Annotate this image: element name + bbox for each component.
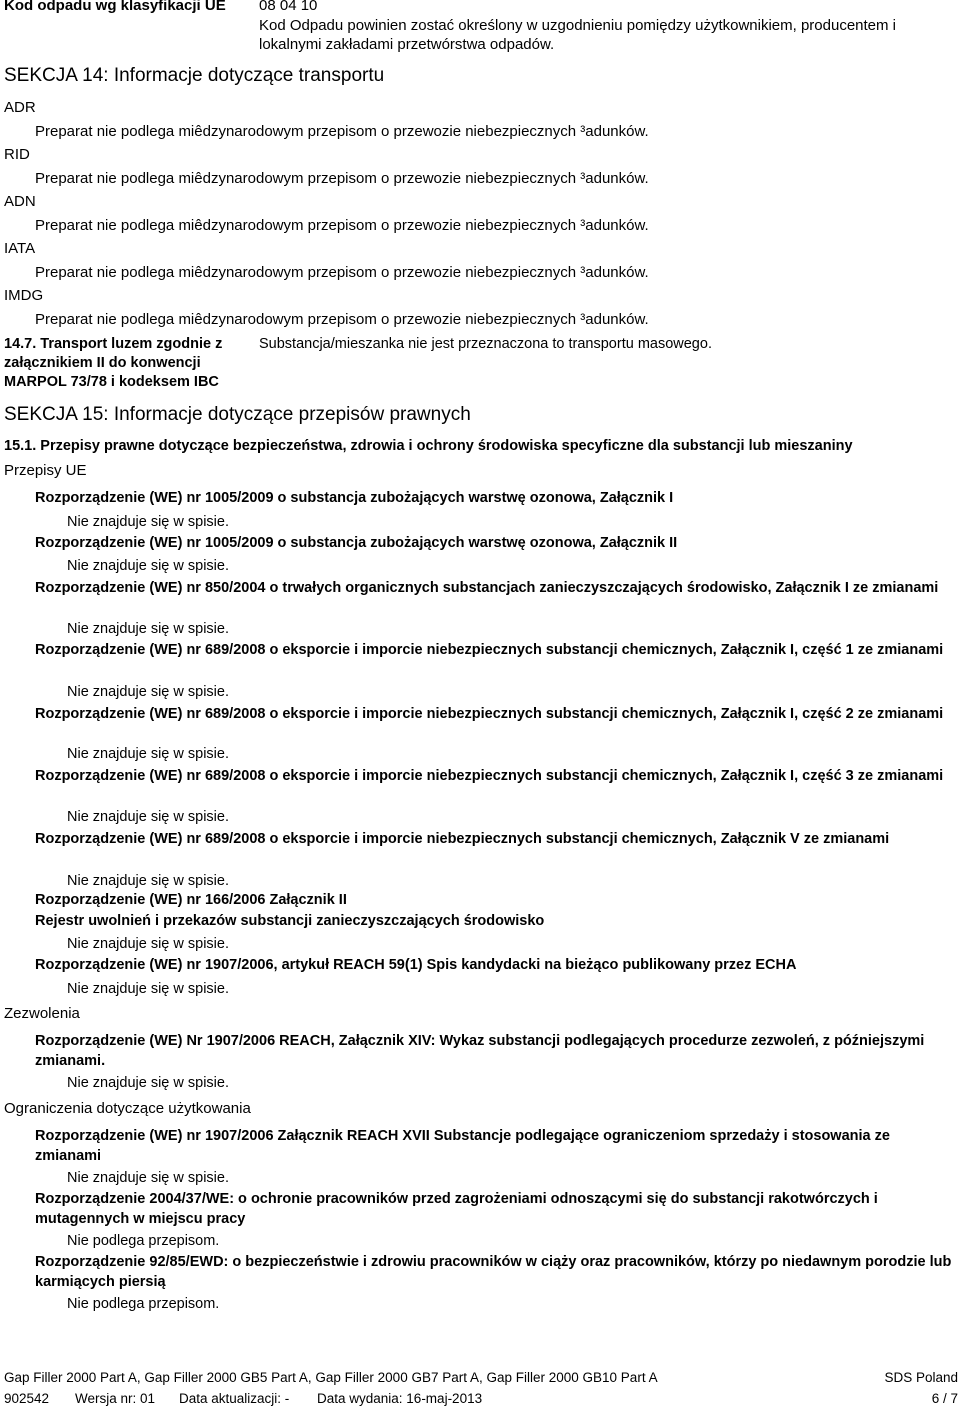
- transport-mode-text: Preparat nie podlega miêdzynarodowym przepisom o przewozie niebezpiecznych ³adunków.: [35, 311, 649, 328]
- transport-mode-text: Preparat nie podlega miêdzynarodowym przepisom o przewozie niebezpiecznych ³adunków.: [35, 123, 649, 140]
- footer-products: Gap Filler 2000 Part A, Gap Filler 2000 GB5 Part A, Gap Filler 2000 GB7 Part A, Gap Filler 2000 GB10 Part A: [4, 1370, 658, 1385]
- transport-mode-label: RID: [4, 146, 30, 163]
- footer-version: Wersja nr: 01: [75, 1391, 156, 1406]
- bulk-transport-value: Substancja/mieszanka nie jest przeznaczona to transportu masowego.: [259, 336, 712, 352]
- bulk-transport-label: MARPOL 73/78 i kodeksem IBC: [4, 374, 219, 390]
- regulation-status: Nie znajduje się w spisie.: [67, 684, 229, 700]
- regulation-title: Rozporządzenie (WE) nr 689/2008 o eksporcie i imporcie niebezpiecznych substancji chemicznych, Załącznik I, część 1 ze zmianami: [35, 642, 944, 658]
- transport-mode-label: ADR: [4, 99, 36, 116]
- transport-mode-text: Preparat nie podlega miêdzynarodowym przepisom o przewozie niebezpiecznych ³adunków.: [35, 217, 649, 234]
- footer-issue-date: Data wydania: 16-maj-2013: [317, 1391, 483, 1406]
- regulation-status: Nie podlega przepisom.: [67, 1296, 220, 1312]
- regulation-status: Nie znajduje się w spisie.: [67, 873, 229, 889]
- regulation-status: Nie znajduje się w spisie.: [67, 936, 229, 952]
- regulation-title: Rozporządzenie (WE) nr 1907/2006 Załącznik REACH XVII Substancje podlegające ograniczeniom sprzedaży i stosowania ze zmianami: [35, 1128, 890, 1164]
- regulation-title: Rozporządzenie 2004/37/WE: o ochronie pracowników przed zagrożeniami odnoszącymi się do substancji rakotwórczych i mutagennych w miejscu pracy: [35, 1191, 878, 1227]
- footer-update-date: Data aktualizacji: -: [179, 1391, 290, 1406]
- bulk-transport-label: 14.7. Transport luzem zgodnie z: [4, 336, 223, 352]
- transport-mode-label: IMDG: [4, 287, 44, 304]
- regulation-status: Nie znajduje się w spisie.: [67, 514, 229, 530]
- regulation-title: Rozporządzenie (WE) nr 689/2008 o eksporcie i imporcie niebezpiecznych substancji chemicznych, Załącznik I, część 3 ze zmianami: [35, 768, 944, 784]
- regulation-title: Rozporządzenie (WE) nr 1005/2009 o substancja zubożających warstwę ozonowa, Załącznik II: [35, 535, 678, 551]
- waste-code-note: Kod Odpadu powinien zostać określony w uzgodnieniu pomiędzy użytkownikiem, producentem i lokalnymi zakładami przetwórstwa odpadów.: [259, 17, 897, 53]
- regulation-status: Nie znajduje się w spisie.: [67, 1075, 229, 1091]
- authorisations-label: Zezwolenia: [4, 1005, 80, 1022]
- bulk-transport-label: załącznikiem II do konwencji: [4, 355, 201, 371]
- section-14-title: SEKCJA 14: Informacje dotyczące transportu: [4, 65, 385, 86]
- regulation-title: Rozporządzenie (WE) nr 850/2004 o trwałych organicznych substancjach zanieczyszczających środowisko, Załącznik I ze zmianami: [35, 580, 939, 596]
- section-15-subtitle: 15.1. Przepisy prawne dotyczące bezpieczeństwa, zdrowia i ochrony środowiska specyficzne dla substancji lub mieszaniny: [4, 438, 853, 454]
- regulation-status: Nie znajduje się w spisie.: [67, 558, 229, 574]
- eu-regulations-label: Przepisy UE: [4, 462, 87, 479]
- regulation-title: Rozporządzenie 92/85/EWD: o bezpieczeństwie i zdrowiu pracowników w ciąży oraz pracowników, którzy po niedawnym porodzie lub karmiących piersią: [35, 1254, 952, 1290]
- regulation-title: Rozporządzenie (WE) nr 1907/2006, artykuł REACH 59(1) Spis kandydacki na bieżąco publikowany przez ECHA: [35, 957, 797, 973]
- regulation-title: Rozporządzenie (WE) nr 689/2008 o eksporcie i imporcie niebezpiecznych substancji chemicznych, Załącznik I, część 2 ze zmianami: [35, 706, 944, 722]
- transport-mode-text: Preparat nie podlega miêdzynarodowym przepisom o przewozie niebezpiecznych ³adunków.: [35, 170, 649, 187]
- transport-mode-text: Preparat nie podlega miêdzynarodowym przepisom o przewozie niebezpiecznych ³adunków.: [35, 264, 649, 281]
- section-15-title: SEKCJA 15: Informacje dotyczące przepisów prawnych: [4, 404, 471, 425]
- waste-code-value: 08 04 10: [259, 0, 318, 14]
- footer-sds: SDS Poland: [884, 1370, 958, 1385]
- regulation-title: Rozporządzenie (WE) nr 1005/2009 o substancja zubożających warstwę ozonowa, Załącznik I: [35, 490, 674, 506]
- footer-page-number: 6 / 7: [931, 1391, 958, 1406]
- regulation-status: Nie znajduje się w spisie.: [67, 1170, 229, 1186]
- transport-mode-label: ADN: [4, 193, 36, 210]
- regulation-status: Nie znajduje się w spisie.: [67, 809, 229, 825]
- regulation-status: Nie znajduje się w spisie.: [67, 621, 229, 637]
- regulation-title: Rozporządzenie (WE) Nr 1907/2006 REACH, Załącznik XIV: Wykaz substancji podlegających procedurze zezwoleń, z późniejszymi zmianami.: [35, 1033, 925, 1069]
- regulation-status: Nie znajduje się w spisie.: [67, 981, 229, 997]
- regulation-status: Nie podlega przepisom.: [67, 1233, 220, 1249]
- footer-doc-id: 902542: [4, 1391, 50, 1406]
- regulation-title-line2: Rejestr uwolnień i przekazów substancji zanieczyszczających środowisko: [35, 913, 545, 929]
- regulation-status: Nie znajduje się w spisie.: [67, 746, 229, 762]
- waste-code-label: Kod odpadu wg klasyfikacji UE: [4, 0, 226, 14]
- transport-mode-label: IATA: [4, 240, 36, 257]
- restrictions-label: Ograniczenia dotyczące użytkowania: [4, 1100, 251, 1117]
- regulation-title: Rozporządzenie (WE) nr 166/2006 Załącznik II: [35, 892, 347, 908]
- regulation-title: Rozporządzenie (WE) nr 689/2008 o eksporcie i imporcie niebezpiecznych substancji chemicznych, Załącznik V ze zmianami: [35, 831, 890, 847]
